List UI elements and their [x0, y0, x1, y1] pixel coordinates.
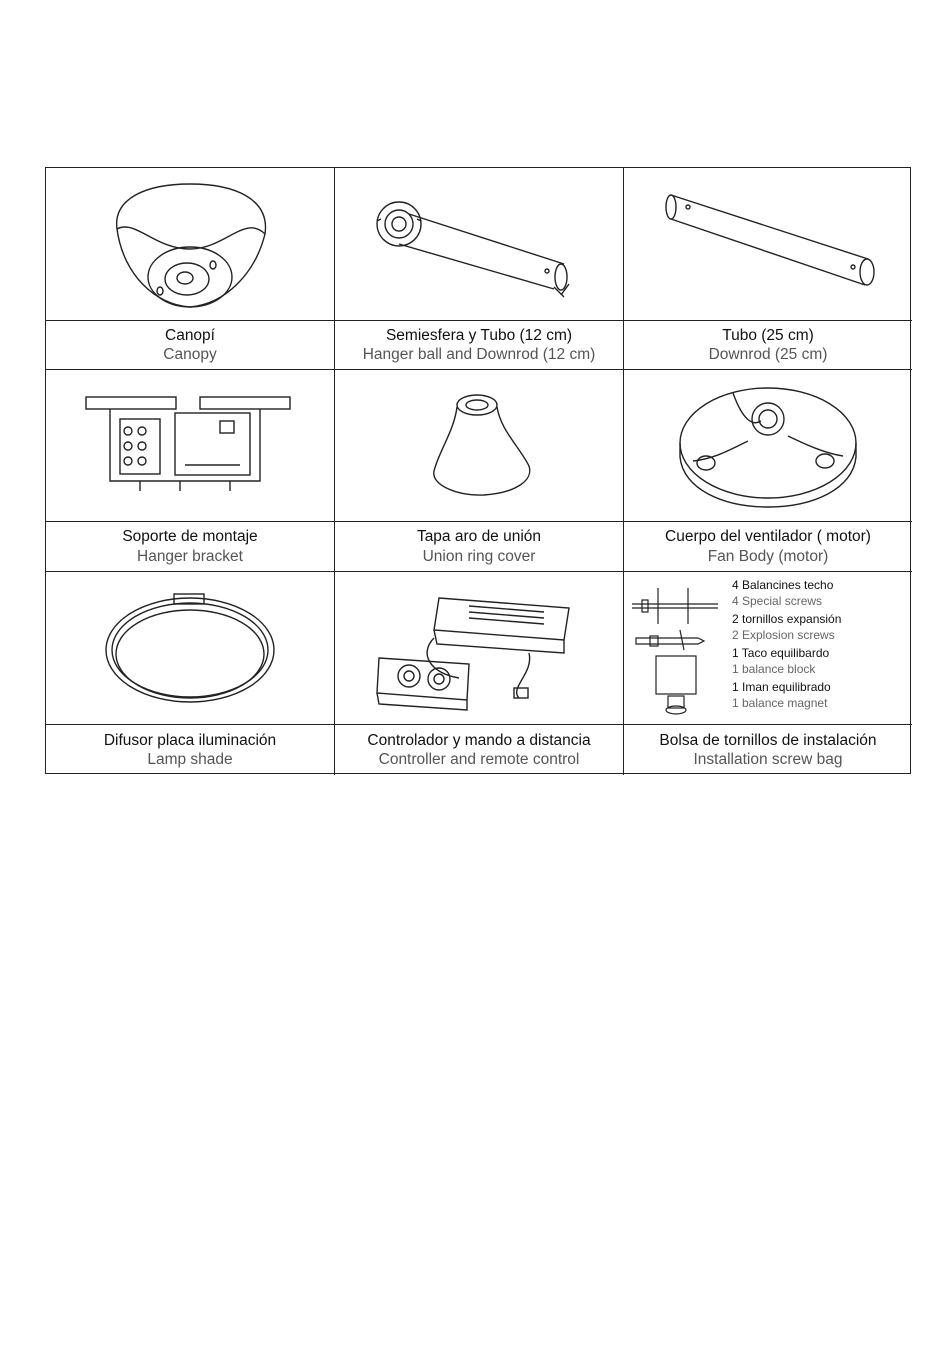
label-controller-remote	[335, 725, 624, 775]
screw-item-en: 4 Special screws	[732, 593, 823, 608]
fan-body-image	[624, 370, 912, 522]
label-canopy	[46, 321, 335, 370]
downrod-icon	[653, 189, 883, 299]
part-name-en: Hanger ball and Downrod (12 cm)	[362, 346, 596, 363]
part-name-en: Canopy	[163, 346, 217, 363]
part-name-es: Soporte de montaje	[122, 528, 258, 546]
screw-item-en: 1 balance magnet	[732, 695, 828, 710]
screw-item-es: 4 Balancines techo	[732, 578, 834, 592]
part-name-es: Bolsa de tornillos de instalación	[659, 731, 877, 749]
hanger-bracket-image	[46, 370, 335, 522]
part-name-en: Fan Body (motor)	[707, 547, 829, 565]
part-name-en: Hanger bracket	[137, 547, 243, 565]
label-hanger-bracket	[46, 522, 335, 572]
canopy-image	[46, 168, 335, 321]
union-ring-cover-image	[335, 370, 624, 522]
label-union-ring-cover	[335, 522, 624, 572]
hanger-ball-downrod-image	[335, 168, 624, 321]
part-name-es: Difusor placa iluminación	[103, 731, 277, 749]
part-name-es: Tubo (25 cm)	[722, 326, 814, 344]
canopy-icon	[105, 179, 275, 309]
part-name-en: Union ring cover	[422, 547, 536, 565]
downrod-image	[624, 168, 912, 321]
screw-item-en: 2 Explosion screws	[732, 627, 835, 642]
parts-table	[45, 167, 911, 774]
union-ring-cover-icon	[419, 391, 539, 501]
label-lamp-shade	[46, 725, 335, 775]
screw-item-es: 1 Taco equilibardo	[732, 645, 830, 660]
screw-bag-icon	[628, 578, 728, 718]
lamp-shade-icon	[100, 588, 280, 708]
label-hanger-ball-downrod	[335, 321, 624, 370]
controller-remote-image	[335, 572, 624, 725]
screw-bag-image	[624, 572, 912, 725]
part-name-en: Installation screw bag	[693, 751, 843, 768]
part-name-en: Controller and remote control	[378, 751, 580, 768]
part-name-es: Canopí	[165, 326, 215, 344]
hanger-bracket-icon	[80, 391, 300, 501]
screw-item-es: 1 Iman equilibrado	[732, 679, 831, 694]
part-name-en: Lamp shade	[147, 751, 233, 768]
part-name-es: Tapa aro de unión	[416, 528, 542, 546]
label-fan-body	[624, 522, 912, 572]
part-name-en: Downrod (25 cm)	[708, 346, 828, 363]
part-name-es: Semiesfera y Tubo (12 cm)	[385, 326, 573, 344]
controller-remote-icon	[369, 578, 589, 718]
lamp-shade-image	[46, 572, 335, 725]
screw-item-en: 1 balance block	[732, 661, 816, 676]
fan-body-icon	[673, 381, 863, 511]
screw-bag-list	[732, 578, 841, 712]
label-downrod	[624, 321, 912, 370]
part-name-es: Cuerpo del ventilador ( motor)	[665, 528, 871, 546]
hanger-ball-downrod-icon	[369, 189, 589, 299]
part-name-es: Controlador y mando a distancia	[367, 731, 591, 749]
label-screw-bag	[624, 725, 912, 775]
screw-item-es: 2 tornillos expansión	[732, 611, 842, 626]
